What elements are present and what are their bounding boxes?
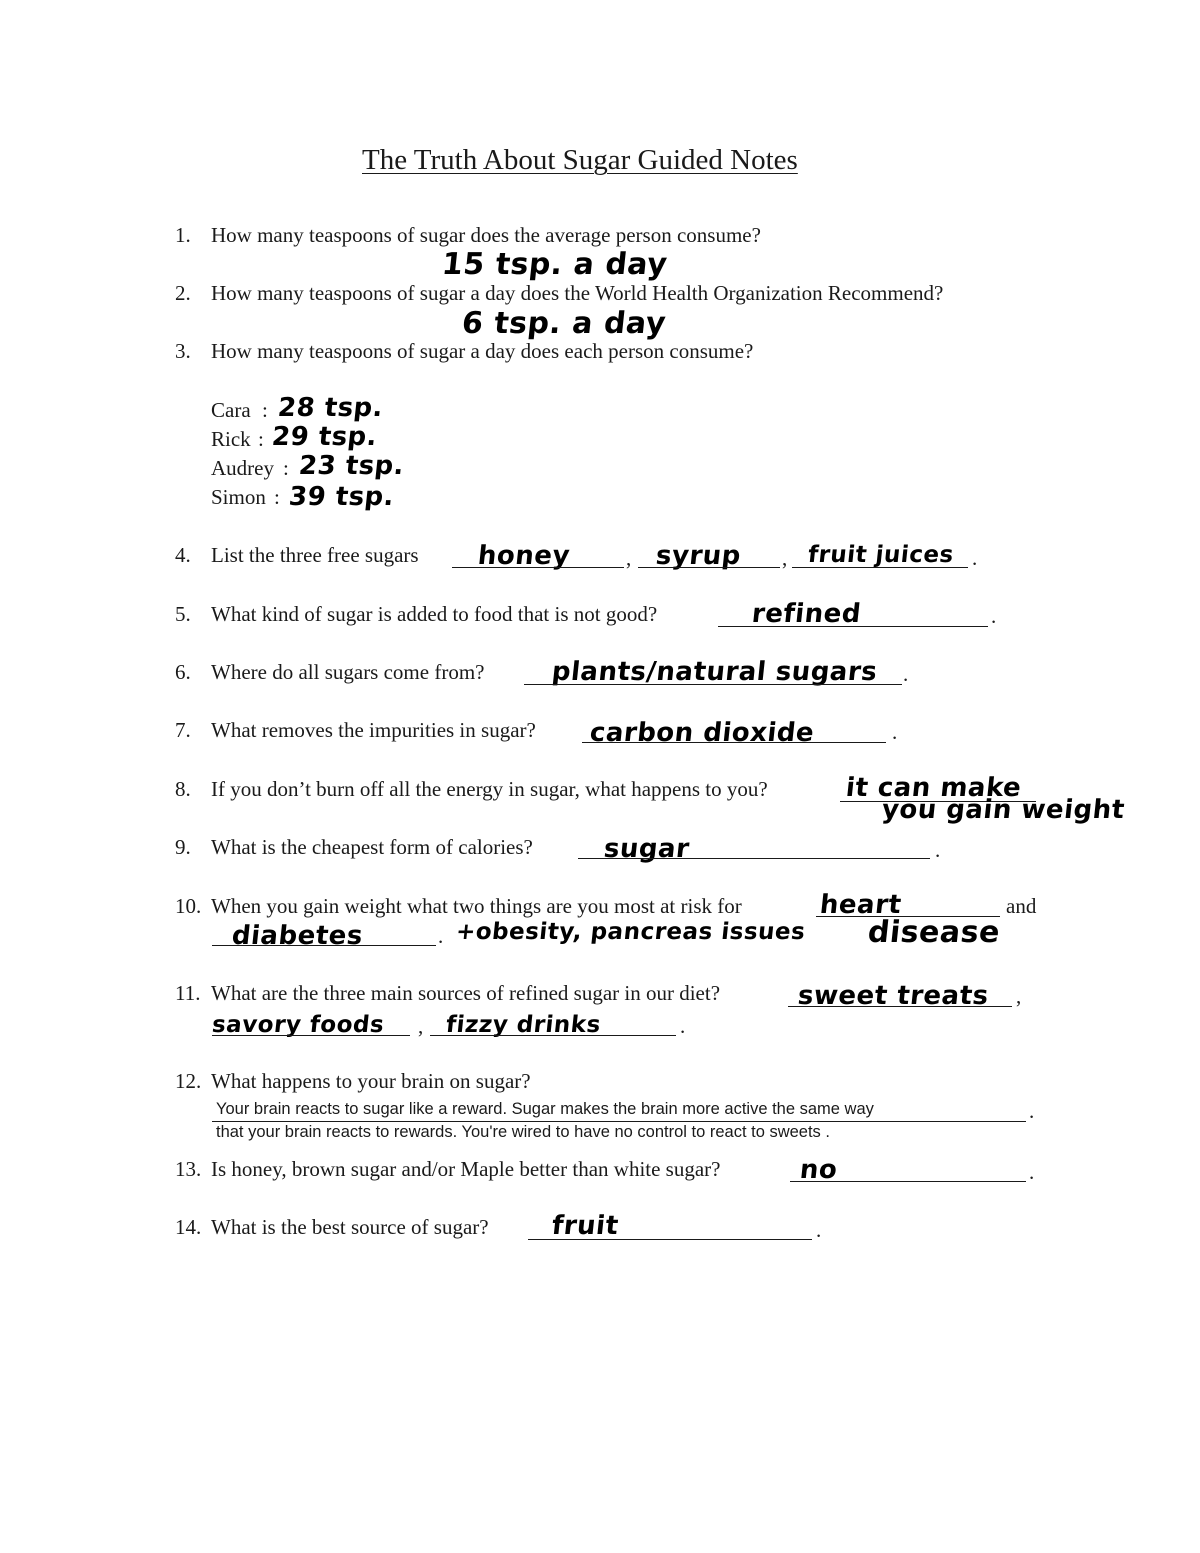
period: . xyxy=(438,924,444,948)
q13-text: Is honey, brown sugar and/or Maple better than white sugar? xyxy=(211,1157,721,1181)
q13-number: 13. xyxy=(175,1157,202,1181)
q7-answer: carbon dioxide xyxy=(588,718,816,748)
q11-number: 11. xyxy=(175,981,201,1005)
q4-text: List the three free sugars xyxy=(211,543,419,567)
q14-number: 14. xyxy=(175,1215,202,1239)
comma: , xyxy=(1016,984,1022,1008)
q3-colon: : xyxy=(258,427,264,451)
answer-line xyxy=(788,1006,1012,1007)
q5-number: 5. xyxy=(175,602,191,626)
q10-extra: +obesity, pancreas issues xyxy=(454,919,807,945)
q11-text: What are the three main sources of refined sugar in our diet? xyxy=(211,981,721,1005)
q10-answer-1a: heart xyxy=(818,890,904,920)
answer-line xyxy=(638,567,780,568)
q2-answer: 6 tsp. a day xyxy=(460,306,668,341)
answer-line xyxy=(790,1181,1026,1182)
q14-text: What is the best source of sugar? xyxy=(211,1215,489,1239)
q10-answer-2: diabetes xyxy=(230,921,365,951)
answer-line xyxy=(524,684,902,685)
q12-answer-line1: Your brain reacts to sugar like a reward. Sugar makes the brain more active the same way xyxy=(216,1100,874,1118)
q4-answer-1: honey xyxy=(476,541,572,571)
answer-line xyxy=(212,1035,410,1036)
page-title: The Truth About Sugar Guided Notes xyxy=(362,144,798,176)
q1-text: How many teaspoons of sugar does the average person consume? xyxy=(211,223,761,247)
q14-answer: fruit xyxy=(550,1211,621,1241)
q7-number: 7. xyxy=(175,718,191,742)
q12-number: 12. xyxy=(175,1069,202,1093)
period: . xyxy=(935,838,941,862)
q11-answer-2: savory foods xyxy=(210,1012,386,1038)
period: . xyxy=(892,720,898,744)
period: . xyxy=(1029,1160,1035,1184)
q3-person-name: Simon xyxy=(211,485,266,509)
q4-number: 4. xyxy=(175,543,191,567)
q8-answer-line2: you gain weight xyxy=(880,795,1127,825)
answer-line xyxy=(792,567,968,568)
q6-answer: plants/natural sugars xyxy=(550,657,879,687)
q3-person-answer: 23 tsp. xyxy=(297,451,406,481)
answer-line xyxy=(212,1121,1026,1122)
q3-colon: : xyxy=(274,485,280,509)
q2-number: 2. xyxy=(175,281,191,305)
q13-answer: no xyxy=(798,1155,839,1185)
q10-and: and xyxy=(1006,894,1037,918)
q6-text: Where do all sugars come from? xyxy=(211,660,485,684)
q11-answer-3: fizzy drinks xyxy=(444,1012,603,1038)
q10-number: 10. xyxy=(175,894,202,918)
answer-line xyxy=(430,1035,676,1036)
period: . xyxy=(972,546,978,570)
q3-person-name: Cara xyxy=(211,398,251,422)
answer-line xyxy=(582,742,886,743)
q7-text: What removes the impurities in sugar? xyxy=(211,718,536,742)
q3-text: How many teaspoons of sugar a day does each person consume? xyxy=(211,339,754,363)
q10-text: When you gain weight what two things are you most at risk for xyxy=(211,894,742,918)
answer-line xyxy=(578,858,930,859)
answer-line xyxy=(528,1239,812,1240)
q1-number: 1. xyxy=(175,223,191,247)
q3-person-answer: 39 tsp. xyxy=(287,482,396,512)
comma: , xyxy=(782,546,788,570)
period: . xyxy=(903,662,909,686)
q8-text: If you don’t burn off all the energy in sugar, what happens to you? xyxy=(211,777,768,801)
q8-number: 8. xyxy=(175,777,191,801)
q9-number: 9. xyxy=(175,835,191,859)
q6-number: 6. xyxy=(175,660,191,684)
q4-answer-2: syrup xyxy=(654,541,743,571)
q5-text: What kind of sugar is added to food that is not good? xyxy=(211,602,658,626)
period: . xyxy=(680,1014,686,1038)
q3-person-name: Audrey xyxy=(211,456,274,480)
answer-line xyxy=(718,626,988,627)
q9-answer: sugar xyxy=(602,834,692,864)
q8-answer-line1: it can make xyxy=(844,773,1023,803)
answer-line xyxy=(452,567,624,568)
period: . xyxy=(816,1218,822,1242)
q3-person-answer: 29 tsp. xyxy=(270,422,379,452)
comma: , xyxy=(626,546,632,570)
q3-person-name: Rick xyxy=(211,427,251,451)
q10-answer-1b: disease xyxy=(866,915,1002,950)
q12-answer-line2: that your brain reacts to rewards. You're wired to have no control to react to sweets . xyxy=(216,1123,830,1141)
q9-text: What is the cheapest form of calories? xyxy=(211,835,533,859)
comma: , xyxy=(418,1014,424,1038)
period: . xyxy=(1029,1099,1035,1123)
q2-text: How many teaspoons of sugar a day does the World Health Organization Recommend? xyxy=(211,281,944,305)
q12-text: What happens to your brain on sugar? xyxy=(211,1069,531,1093)
q3-number: 3. xyxy=(175,339,191,363)
q4-answer-3: fruit juices xyxy=(806,542,956,568)
q11-answer-1: sweet treats xyxy=(796,981,991,1011)
q1-answer: 15 tsp. a day xyxy=(440,247,670,282)
period: . xyxy=(991,604,997,628)
q3-colon: : xyxy=(262,398,268,422)
answer-line xyxy=(212,945,436,946)
q3-colon: : xyxy=(283,456,289,480)
q3-person-answer: 28 tsp. xyxy=(276,393,385,423)
q5-answer: refined xyxy=(750,599,863,629)
